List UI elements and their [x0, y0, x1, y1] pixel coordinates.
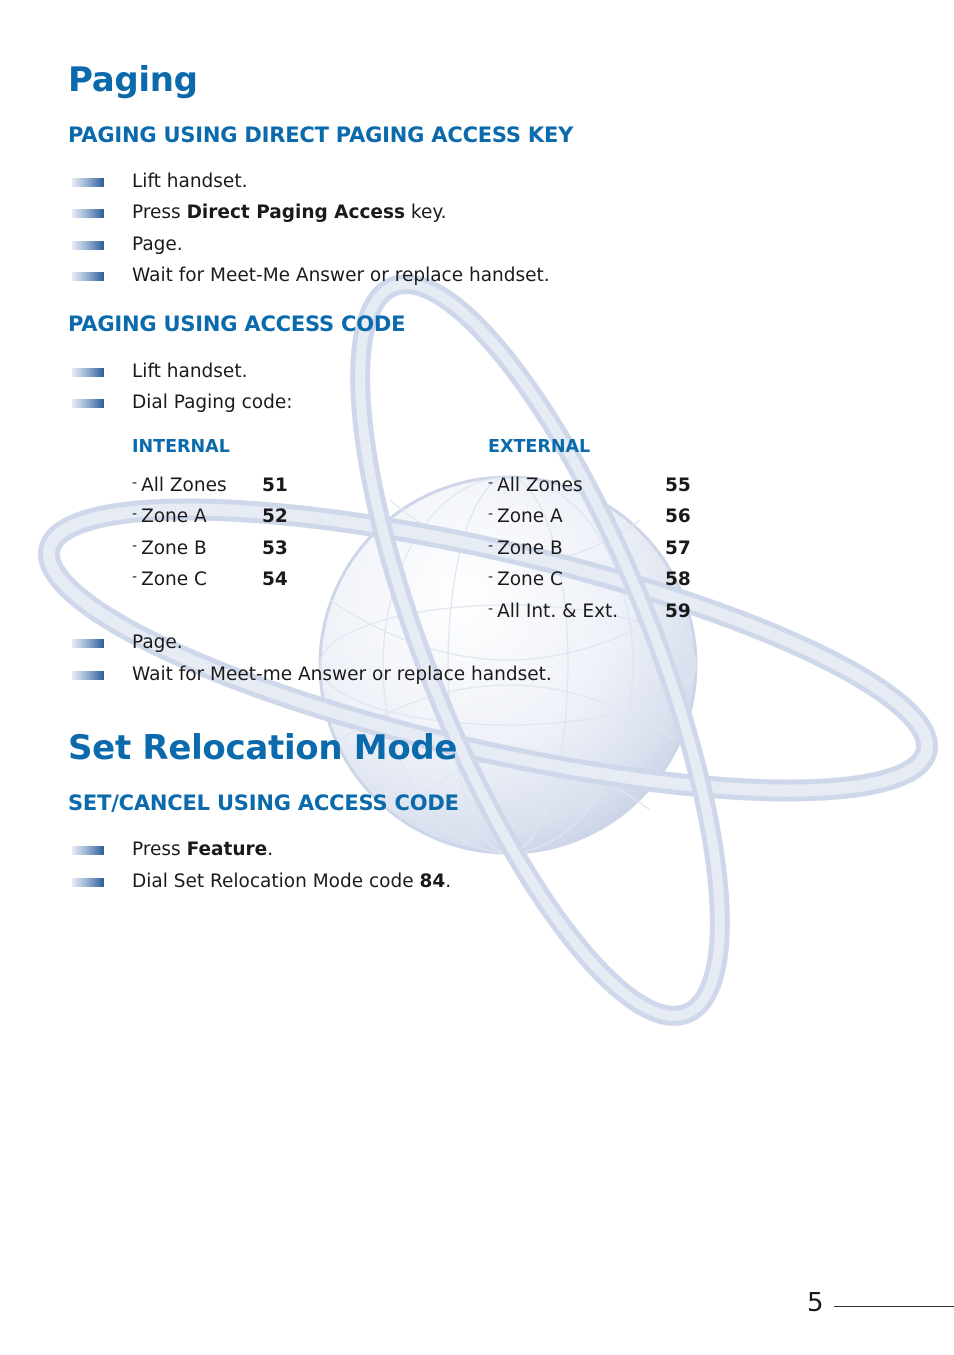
step-marker-icon	[72, 178, 104, 187]
paging-title: Paging	[68, 60, 198, 100]
step-marker-icon	[72, 209, 104, 218]
external-heading: EXTERNAL	[488, 437, 591, 457]
step-marker-icon	[72, 878, 104, 887]
code-row: - Zone B 53	[132, 538, 288, 559]
step-item	[0, 170, 900, 194]
step-text: Page.	[132, 632, 183, 653]
relocation-heading: SET/CANCEL USING ACCESS CODE	[68, 791, 459, 815]
step-item	[0, 870, 900, 894]
step-item	[0, 838, 900, 862]
step-text: Press Direct Paging Access key.	[132, 202, 447, 223]
step-item	[0, 391, 900, 415]
step-text: Lift handset.	[132, 361, 248, 382]
code-row: - Zone C 54	[132, 569, 288, 590]
code-row: - All Zones 55	[488, 475, 691, 496]
step-text: Dial Set Relocation Mode code 84.	[132, 871, 452, 892]
code-row: - Zone A 52	[132, 506, 288, 527]
step-text: Press Feature.	[132, 839, 274, 860]
code-row: - Zone B 57	[488, 538, 691, 559]
step-marker-icon	[72, 399, 104, 408]
step-marker-icon	[72, 368, 104, 377]
step-text: Wait for Meet-Me Answer or replace handset.	[132, 265, 550, 286]
page-number: 5	[807, 1288, 824, 1318]
step-item	[0, 233, 900, 257]
internal-heading: INTERNAL	[132, 437, 230, 457]
direct-paging-heading: PAGING USING DIRECT PAGING ACCESS KEY	[68, 123, 574, 147]
access-code-heading: PAGING USING ACCESS CODE	[68, 312, 406, 336]
step-marker-icon	[72, 671, 104, 680]
step-item	[0, 264, 900, 288]
step-text: Wait for Meet-me Answer or replace handset.	[132, 664, 552, 685]
code-row: - Zone A 56	[488, 506, 691, 527]
step-item	[0, 631, 900, 655]
relocation-title: Set Relocation Mode	[68, 728, 458, 768]
footer-rule	[834, 1306, 954, 1307]
step-marker-icon	[72, 846, 104, 855]
code-row: - All Int. & Ext. 59	[488, 601, 691, 622]
step-marker-icon	[72, 241, 104, 250]
step-item	[0, 201, 900, 225]
step-item	[0, 360, 900, 384]
step-marker-icon	[72, 639, 104, 648]
step-text: Dial Paging code:	[132, 392, 293, 413]
step-text: Lift handset.	[132, 171, 248, 192]
step-marker-icon	[72, 272, 104, 281]
code-row: - Zone C 58	[488, 569, 691, 590]
code-row: - All Zones 51	[132, 475, 288, 496]
step-text: Page.	[132, 234, 183, 255]
step-item	[0, 663, 900, 687]
